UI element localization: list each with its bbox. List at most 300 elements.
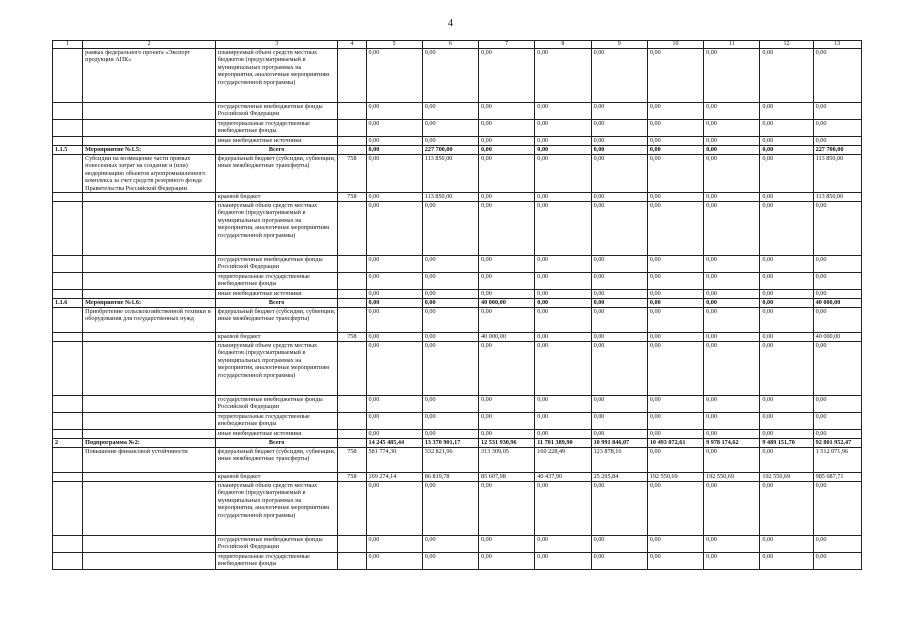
amount-cell: 0,00: [422, 103, 478, 120]
funding-source-cell: планируемый объем средств местных бюджетов (предусматриваемый в муниципальных программах на мероприятия, аналогичные мероприятиям государственной программы): [215, 482, 338, 536]
amount-cell: 0,00: [647, 120, 703, 137]
page-number: 4: [448, 18, 453, 29]
grbs-code-cell: [338, 256, 366, 273]
row-number-cell: [53, 333, 83, 342]
grbs-code-cell: 758: [338, 333, 366, 342]
amount-cell: 0,00: [813, 413, 861, 430]
header-cell: 11: [704, 41, 760, 49]
amount-cell: 0,00: [366, 49, 422, 103]
row-number-cell: [53, 308, 83, 333]
grbs-code-cell: [338, 290, 366, 299]
amount-cell: 0,00: [366, 536, 422, 553]
amount-cell: 0,00: [704, 103, 760, 120]
amount-cell: 0,00: [422, 202, 478, 256]
row-number-cell: [53, 103, 83, 120]
amount-cell: 169 274,14: [366, 473, 422, 482]
amount-cell: 0,00: [366, 193, 422, 202]
amount-cell: 0,00: [647, 137, 703, 146]
grbs-code-cell: [338, 413, 366, 430]
amount-cell: 0,00: [704, 342, 760, 396]
header-cell: 9: [591, 41, 647, 49]
amount-cell: 40 437,90: [535, 473, 591, 482]
row-number-cell: [53, 396, 83, 413]
amount-cell: 0,00: [813, 553, 861, 570]
amount-cell: 0,00: [647, 536, 703, 553]
row-number-cell: [53, 155, 83, 193]
funding-source-cell: территориальные государственные внебюджетные фонды: [215, 120, 338, 137]
amount-cell: 0,00: [535, 308, 591, 333]
table-row-total: [53, 439, 862, 448]
amount-cell: 0,00: [760, 396, 813, 413]
amount-cell: 0,00: [704, 155, 760, 193]
amount-cell: 13 370 901,17: [422, 439, 478, 448]
row-number-cell: [53, 256, 83, 273]
amount-cell: 0,00: [813, 256, 861, 273]
funding-source-cell: краевой бюджет: [215, 193, 338, 202]
amount-cell: 92 801 952,47: [813, 439, 861, 448]
amount-cell: 0,00: [647, 49, 703, 103]
amount-cell: 0,00: [813, 103, 861, 120]
program-name-cell: Подпрограмма №2:: [83, 439, 216, 448]
table-row: [53, 308, 862, 333]
amount-cell: 0,00: [813, 308, 861, 333]
amount-cell: 0,00: [760, 536, 813, 553]
amount-cell: 85 607,98: [479, 473, 535, 482]
budget-table: [52, 40, 862, 570]
row-number-cell: [53, 342, 83, 396]
program-name-cell: рамках федерального проекта «Экспорт продукции АПК»: [83, 49, 216, 103]
table-row: [53, 193, 862, 202]
amount-cell: 0,00: [704, 536, 760, 553]
amount-cell: 160 228,49: [535, 448, 591, 473]
amount-cell: 0,00: [704, 413, 760, 430]
header-cell: 4: [338, 41, 366, 49]
amount-cell: 0,00: [535, 342, 591, 396]
amount-cell: 0,00: [760, 273, 813, 290]
funding-source-cell: Всего: [215, 439, 338, 448]
amount-cell: 0,00: [422, 536, 478, 553]
program-name-cell: Приобретение сельскохозяйственной техники и оборудования для государственных нужд: [83, 308, 216, 333]
amount-cell: 10 493 072,61: [647, 439, 703, 448]
amount-cell: 25 295,84: [591, 473, 647, 482]
amount-cell: 0,00: [479, 413, 535, 430]
amount-cell: 0,00: [591, 430, 647, 439]
amount-cell: 0,00: [760, 448, 813, 473]
amount-cell: 985 087,71: [813, 473, 861, 482]
amount-cell: 0,00: [704, 120, 760, 137]
row-number-cell: 1.1.6: [53, 299, 83, 308]
amount-cell: 0,00: [479, 155, 535, 193]
funding-source-cell: планируемый объем средств местных бюджетов (предусматриваемый в муниципальных программах на мероприятия, аналогичные мероприятиям государственной программы): [215, 342, 338, 396]
amount-cell: 0,00: [366, 413, 422, 430]
grbs-code-cell: [338, 439, 366, 448]
amount-cell: 0,00: [535, 146, 591, 155]
funding-source-cell: территориальные государственные внебюджетные фонды: [215, 273, 338, 290]
table-row: [53, 273, 862, 290]
funding-source-cell: иные внебюджетные источники: [215, 290, 338, 299]
amount-cell: 0,00: [422, 299, 478, 308]
amount-cell: 0,00: [422, 482, 478, 536]
funding-source-cell: государственные внебюджетные фонды Российской Федерации: [215, 396, 338, 413]
amount-cell: 0,00: [591, 155, 647, 193]
row-number-cell: [53, 290, 83, 299]
amount-cell: 0,00: [760, 256, 813, 273]
header-cell: 7: [479, 41, 535, 49]
amount-cell: 40 000,00: [479, 299, 535, 308]
program-name-cell: [83, 137, 216, 146]
amount-cell: 0,00: [760, 482, 813, 536]
amount-cell: 0,00: [813, 396, 861, 413]
amount-cell: 0,00: [535, 536, 591, 553]
grbs-code-cell: [338, 273, 366, 290]
amount-cell: 0,00: [591, 193, 647, 202]
amount-cell: 0,00: [591, 49, 647, 103]
amount-cell: 0,00: [591, 273, 647, 290]
amount-cell: 0,00: [647, 413, 703, 430]
amount-cell: 0,00: [704, 430, 760, 439]
amount-cell: 0,00: [647, 155, 703, 193]
amount-cell: 10 991 846,07: [591, 439, 647, 448]
program-name-cell: [83, 256, 216, 273]
amount-cell: 581 774,30: [366, 448, 422, 473]
amount-cell: 0,00: [591, 396, 647, 413]
amount-cell: 0,00: [704, 290, 760, 299]
amount-cell: 0,00: [366, 137, 422, 146]
program-name-cell: [83, 193, 216, 202]
row-number-cell: 2: [53, 439, 83, 448]
amount-cell: 0,00: [422, 137, 478, 146]
amount-cell: 0,00: [760, 49, 813, 103]
amount-cell: 0,00: [704, 49, 760, 103]
amount-cell: 313 309,05: [479, 448, 535, 473]
amount-cell: 0,00: [479, 430, 535, 439]
amount-cell: 0,00: [704, 193, 760, 202]
program-name-cell: [83, 396, 216, 413]
amount-cell: 0,00: [366, 333, 422, 342]
amount-cell: 0,00: [591, 299, 647, 308]
amount-cell: 0,00: [647, 202, 703, 256]
amount-cell: 0,00: [591, 256, 647, 273]
amount-cell: 0,00: [591, 290, 647, 299]
amount-cell: 0,00: [422, 396, 478, 413]
grbs-code-cell: 758: [338, 448, 366, 473]
amount-cell: 0,00: [704, 137, 760, 146]
amount-cell: 0,00: [760, 308, 813, 333]
amount-cell: 0,00: [535, 256, 591, 273]
funding-source-cell: иные внебюджетные источники: [215, 137, 338, 146]
amount-cell: 0,00: [647, 146, 703, 155]
amount-cell: 0,00: [813, 137, 861, 146]
amount-cell: 0,00: [366, 308, 422, 333]
row-number-cell: [53, 120, 83, 137]
amount-cell: 0,00: [479, 273, 535, 290]
amount-cell: 0,00: [366, 342, 422, 396]
row-number-cell: [53, 193, 83, 202]
table-row: [53, 413, 862, 430]
amount-cell: 0,00: [704, 273, 760, 290]
amount-cell: 0,00: [479, 49, 535, 103]
amount-cell: 0,00: [479, 202, 535, 256]
amount-cell: 0,00: [422, 49, 478, 103]
grbs-code-cell: [338, 49, 366, 103]
amount-cell: 0,00: [366, 299, 422, 308]
funding-source-cell: Всего: [215, 146, 338, 155]
amount-cell: 0,00: [760, 299, 813, 308]
amount-cell: 0,00: [760, 103, 813, 120]
program-name-cell: [83, 202, 216, 256]
grbs-code-cell: [338, 308, 366, 333]
amount-cell: 0,00: [760, 290, 813, 299]
amount-cell: 0,00: [813, 482, 861, 536]
amount-cell: 0,00: [647, 482, 703, 536]
amount-cell: 0,00: [647, 290, 703, 299]
program-name-cell: [83, 473, 216, 482]
table-row: [53, 120, 862, 137]
table-row: [53, 137, 862, 146]
amount-cell: 0,00: [422, 430, 478, 439]
amount-cell: 0,00: [366, 155, 422, 193]
amount-cell: 0,00: [422, 256, 478, 273]
amount-cell: 113 850,00: [422, 193, 478, 202]
table-row: [53, 553, 862, 570]
amount-cell: 0,00: [704, 202, 760, 256]
amount-cell: 40 000,00: [479, 333, 535, 342]
funding-source-cell: федеральный бюджет (субсидии, субвенции, иные межбюджетные трансферты): [215, 155, 338, 193]
row-number-cell: [53, 202, 83, 256]
amount-cell: 86 819,78: [422, 473, 478, 482]
amount-cell: 0,00: [760, 342, 813, 396]
program-name-cell: [83, 553, 216, 570]
table-row-total: [53, 146, 862, 155]
amount-cell: 0,00: [591, 342, 647, 396]
amount-cell: 0,00: [760, 413, 813, 430]
grbs-code-cell: [338, 120, 366, 137]
table-row: [53, 482, 862, 536]
grbs-code-cell: [338, 299, 366, 308]
table-row: [53, 333, 862, 342]
amount-cell: 0,00: [647, 256, 703, 273]
amount-cell: 0,00: [704, 299, 760, 308]
table-row: [53, 103, 862, 120]
amount-cell: 0,00: [535, 49, 591, 103]
funding-source-cell: государственные внебюджетные фонды Российской Федерации: [215, 256, 338, 273]
amount-cell: 11 701 389,90: [535, 439, 591, 448]
amount-cell: 0,00: [535, 202, 591, 256]
amount-cell: 0,00: [366, 202, 422, 256]
amount-cell: 0,00: [479, 103, 535, 120]
header-cell: 6: [422, 41, 478, 49]
header-cell: 5: [366, 41, 422, 49]
amount-cell: 0,00: [704, 448, 760, 473]
amount-cell: 0,00: [647, 396, 703, 413]
table-row: [53, 396, 862, 413]
row-number-cell: [53, 413, 83, 430]
table-row: [53, 155, 862, 193]
amount-cell: 0,00: [535, 553, 591, 570]
row-number-cell: [53, 273, 83, 290]
amount-cell: 0,00: [647, 553, 703, 570]
amount-cell: 0,00: [535, 413, 591, 430]
funding-source-cell: иные внебюджетные источники: [215, 430, 338, 439]
amount-cell: 0,00: [422, 333, 478, 342]
table-row-total: [53, 299, 862, 308]
amount-cell: 0,00: [813, 120, 861, 137]
program-name-cell: Повышение финансовой устойчивости: [83, 448, 216, 473]
amount-cell: 0,00: [479, 290, 535, 299]
amount-cell: 0,00: [760, 553, 813, 570]
amount-cell: 0,00: [760, 155, 813, 193]
program-name-cell: [83, 413, 216, 430]
header-row: [53, 41, 862, 49]
amount-cell: 0,00: [647, 430, 703, 439]
amount-cell: 0,00: [704, 553, 760, 570]
amount-cell: 0,00: [647, 299, 703, 308]
amount-cell: 0,00: [704, 482, 760, 536]
amount-cell: 0,00: [591, 308, 647, 333]
amount-cell: 0,00: [422, 290, 478, 299]
amount-cell: 0,00: [704, 333, 760, 342]
amount-cell: 0,00: [647, 193, 703, 202]
amount-cell: 0,00: [760, 120, 813, 137]
amount-cell: 0,00: [422, 273, 478, 290]
amount-cell: 0,00: [535, 137, 591, 146]
program-name-cell: [83, 342, 216, 396]
amount-cell: 0,00: [813, 273, 861, 290]
row-number-cell: [53, 49, 83, 103]
amount-cell: 0,00: [591, 103, 647, 120]
amount-cell: 0,00: [479, 256, 535, 273]
amount-cell: 0,00: [813, 290, 861, 299]
amount-cell: 0,00: [591, 120, 647, 137]
amount-cell: 0,00: [479, 308, 535, 333]
row-number-cell: [53, 137, 83, 146]
grbs-code-cell: [338, 146, 366, 155]
program-name-cell: Мероприятие №1.6:: [83, 299, 216, 308]
amount-cell: 0,00: [422, 413, 478, 430]
amount-cell: 0,00: [704, 396, 760, 413]
amount-cell: 0,00: [479, 120, 535, 137]
row-number-cell: [53, 448, 83, 473]
funding-source-cell: федеральный бюджет (субсидии, субвенции, иные межбюджетные трансферты): [215, 308, 338, 333]
amount-cell: 0,00: [366, 430, 422, 439]
program-name-cell: [83, 273, 216, 290]
amount-cell: 192 550,69: [647, 473, 703, 482]
amount-cell: 113 850,00: [422, 155, 478, 193]
amount-cell: 0,00: [591, 482, 647, 536]
amount-cell: 0,00: [760, 146, 813, 155]
amount-cell: 12 531 930,96: [479, 439, 535, 448]
amount-cell: 0,00: [366, 273, 422, 290]
amount-cell: 0,00: [591, 202, 647, 256]
table-row: [53, 448, 862, 473]
table-row: [53, 290, 862, 299]
amount-cell: 9 978 174,62: [704, 439, 760, 448]
amount-cell: 0,00: [535, 299, 591, 308]
grbs-code-cell: [338, 103, 366, 120]
program-name-cell: [83, 430, 216, 439]
amount-cell: 0,00: [366, 290, 422, 299]
amount-cell: 0,00: [535, 482, 591, 536]
amount-cell: 0,00: [647, 448, 703, 473]
row-number-cell: 1.1.5: [53, 146, 83, 155]
amount-cell: 40 000,00: [813, 333, 861, 342]
amount-cell: 9 489 151,70: [760, 439, 813, 448]
amount-cell: 0,00: [366, 120, 422, 137]
amount-cell: 0,00: [366, 256, 422, 273]
amount-cell: 0,00: [422, 553, 478, 570]
amount-cell: 40 000,00: [813, 299, 861, 308]
amount-cell: 0,00: [704, 146, 760, 155]
amount-cell: 0,00: [366, 482, 422, 536]
row-number-cell: [53, 536, 83, 553]
amount-cell: 0,00: [479, 342, 535, 396]
amount-cell: 113 850,00: [813, 193, 861, 202]
funding-source-cell: краевой бюджет: [215, 333, 338, 342]
grbs-code-cell: 758: [338, 193, 366, 202]
header-cell: 12: [760, 41, 813, 49]
amount-cell: 0,00: [535, 333, 591, 342]
amount-cell: 0,00: [704, 308, 760, 333]
amount-cell: 0,00: [760, 430, 813, 439]
grbs-code-cell: [338, 396, 366, 413]
grbs-code-cell: [338, 342, 366, 396]
amount-cell: 192 550,69: [704, 473, 760, 482]
amount-cell: 0,00: [591, 137, 647, 146]
amount-cell: 0,00: [813, 49, 861, 103]
funding-source-cell: федеральный бюджет (субсидии, субвенции, иные межбюджетные трансферты): [215, 448, 338, 473]
amount-cell: 0,00: [647, 273, 703, 290]
amount-cell: 0,00: [760, 137, 813, 146]
grbs-code-cell: [338, 137, 366, 146]
amount-cell: 0,00: [591, 413, 647, 430]
amount-cell: 227 700,00: [422, 146, 478, 155]
amount-cell: 0,00: [479, 137, 535, 146]
header-cell: 8: [535, 41, 591, 49]
amount-cell: 0,00: [535, 396, 591, 413]
funding-source-cell: территориальные государственные внебюджетные фонды: [215, 413, 338, 430]
amount-cell: 0,00: [647, 342, 703, 396]
amount-cell: 332 821,96: [422, 448, 478, 473]
amount-cell: 0,00: [704, 256, 760, 273]
amount-cell: 0,00: [647, 308, 703, 333]
funding-source-cell: Всего: [215, 299, 338, 308]
funding-source-cell: государственные внебюджетные фонды Российской Федерации: [215, 536, 338, 553]
amount-cell: 0,00: [813, 342, 861, 396]
amount-cell: 0,00: [479, 482, 535, 536]
amount-cell: 0,00: [591, 536, 647, 553]
amount-cell: 0,00: [591, 146, 647, 155]
grbs-code-cell: [338, 202, 366, 256]
amount-cell: 0,00: [479, 193, 535, 202]
amount-cell: 0,00: [366, 103, 422, 120]
funding-source-cell: территориальные государственные внебюджетные фонды: [215, 553, 338, 570]
row-number-cell: [53, 553, 83, 570]
table-row: [53, 342, 862, 396]
program-name-cell: Субсидии на возмещение части прямых понесенных затрат на создание и (или) модернизацию объектов агропромышленного комплекса за счет средств резервного фонда Правительства Российской Федерации: [83, 155, 216, 193]
amount-cell: 123 878,16: [591, 448, 647, 473]
table-row: [53, 536, 862, 553]
amount-cell: 0,00: [535, 120, 591, 137]
program-name-cell: [83, 120, 216, 137]
program-name-cell: [83, 290, 216, 299]
amount-cell: 0,00: [479, 553, 535, 570]
program-name-cell: Мероприятие №1.5:: [83, 146, 216, 155]
amount-cell: 0,00: [813, 536, 861, 553]
program-name-cell: [83, 536, 216, 553]
grbs-code-cell: [338, 553, 366, 570]
amount-cell: 0,00: [760, 193, 813, 202]
header-cell: 13: [813, 41, 861, 49]
